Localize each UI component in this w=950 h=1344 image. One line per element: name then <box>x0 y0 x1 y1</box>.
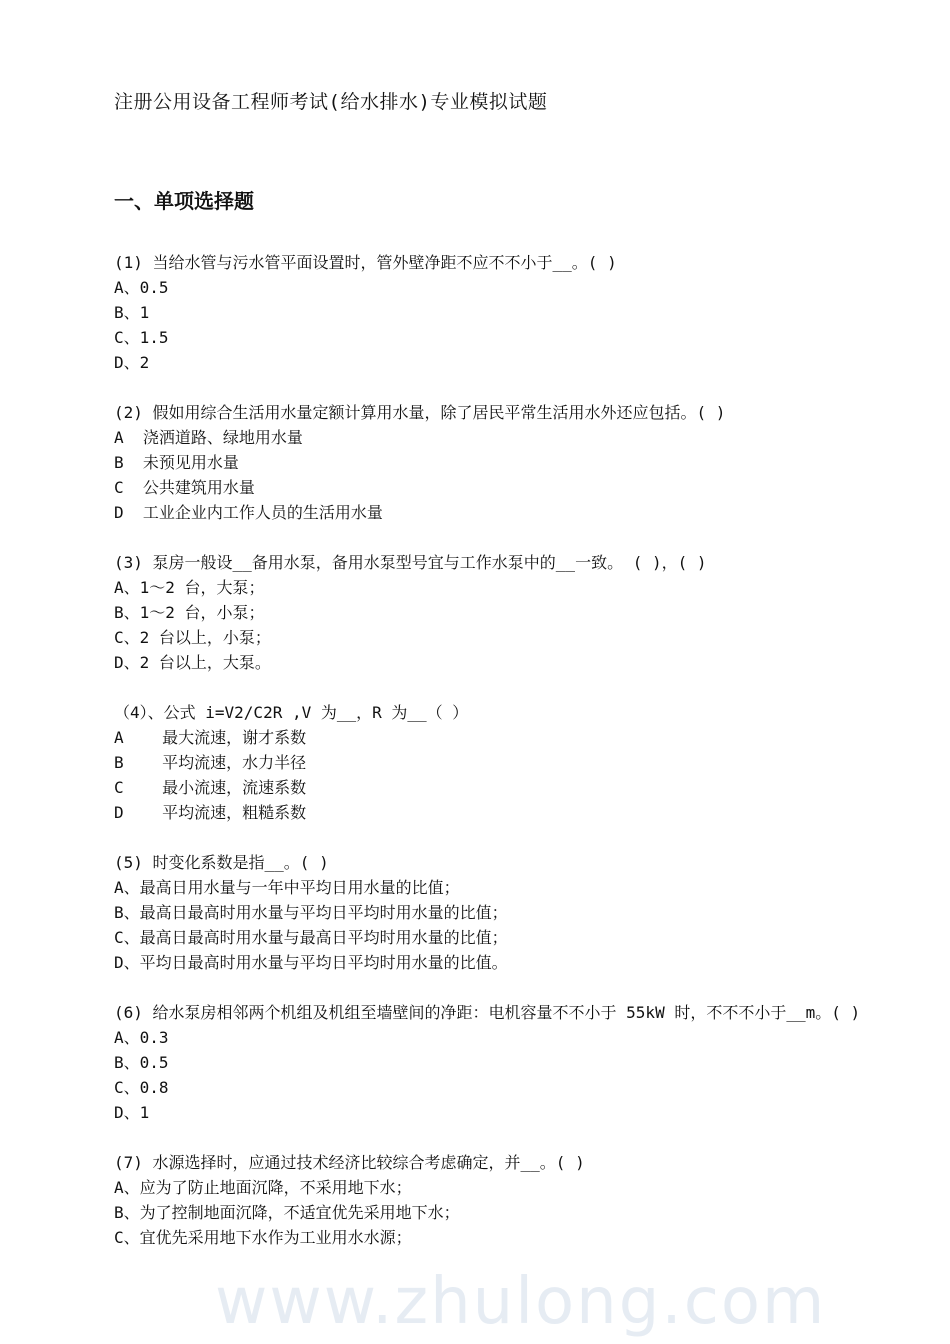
option-d: D、1 <box>114 1103 150 1122</box>
option-a: A 最大流速，谢才系数 <box>114 728 307 747</box>
option-a: A、应为了防止地面沉降，不采用地下水； <box>114 1178 412 1197</box>
option-d: D 工业企业内工作人员的生活用水量 <box>114 503 383 522</box>
watermark: www.zhulong.com <box>215 1265 827 1339</box>
question-text: （4）、公式 i=V2/C2R ,V 为__，R 为__（ ） <box>114 703 469 722</box>
option-a: A、1～2 台，大泵； <box>114 578 265 597</box>
option-b: B、为了控制地面沉降，不适宜优先采用地下水； <box>114 1203 460 1222</box>
option-a: A、0.3 <box>114 1028 169 1047</box>
question-6 <box>114 1000 886 1125</box>
question-2 <box>114 400 886 525</box>
option-b: B、0.5 <box>114 1053 169 1072</box>
option-b: B 平均流速，水力半径 <box>114 753 307 772</box>
option-a: A 浇洒道路、绿地用水量 <box>114 428 303 447</box>
question-5 <box>114 850 886 975</box>
question-text: (2) 假如用综合生活用水量定额计算用水量，除了居民平常生活用水外还应包括。( ) <box>114 403 726 422</box>
option-c: C、0.8 <box>114 1078 169 1097</box>
question-text: (5) 时变化系数是指__。( ) <box>114 853 329 872</box>
option-b: B、1～2 台，小泵； <box>114 603 265 622</box>
question-list <box>114 250 886 1275</box>
question-text: (1) 当给水管与污水管平面设置时，管外壁净距不应不不小于__。( ) <box>114 253 617 272</box>
question-4 <box>114 700 886 825</box>
option-b: B、1 <box>114 303 150 322</box>
option-b: B 未预见用水量 <box>114 453 239 472</box>
option-d: D、2 台以上，大泵。 <box>114 653 271 672</box>
option-a: A、0.5 <box>114 278 169 297</box>
question-text: (7) 水源选择时，应通过技术经济比较综合考虑确定，并__。( ) <box>114 1153 585 1172</box>
question-7 <box>114 1150 886 1250</box>
option-c: C、宜优先采用地下水作为工业用水水源； <box>114 1228 412 1247</box>
option-c: C 公共建筑用水量 <box>114 478 255 497</box>
option-d: D、2 <box>114 353 150 372</box>
document-title: 注册公用设备工程师考试(给水排水)专业模拟试题 <box>114 91 548 113</box>
question-3 <box>114 550 886 675</box>
option-d: D 平均流速，粗糙系数 <box>114 803 307 822</box>
option-a: A、最高日用水量与一年中平均日用水量的比值； <box>114 878 460 897</box>
option-c: C、1.5 <box>114 328 169 347</box>
option-c: C 最小流速，流速系数 <box>114 778 307 797</box>
question-text: (6) 给水泵房相邻两个机组及机组至墙壁间的净距：电机容量不不小于 55kW 时，不不不小于__m。( ) <box>114 1003 861 1022</box>
section-title: 一、单项选择题 <box>114 189 254 213</box>
option-d: D、平均日最高时用水量与平均日平均时用水量的比值。 <box>114 953 508 972</box>
option-c: C、2 台以上，小泵； <box>114 628 271 647</box>
option-b: B、最高日最高时用水量与平均日平均时用水量的比值； <box>114 903 508 922</box>
option-c: C、最高日最高时用水量与最高日平均时用水量的比值； <box>114 928 508 947</box>
question-1 <box>114 250 886 375</box>
question-text: (3) 泵房一般设__备用水泵，备用水泵型号宜与工作水泵中的__一致。 ( )，( ) <box>114 553 707 572</box>
